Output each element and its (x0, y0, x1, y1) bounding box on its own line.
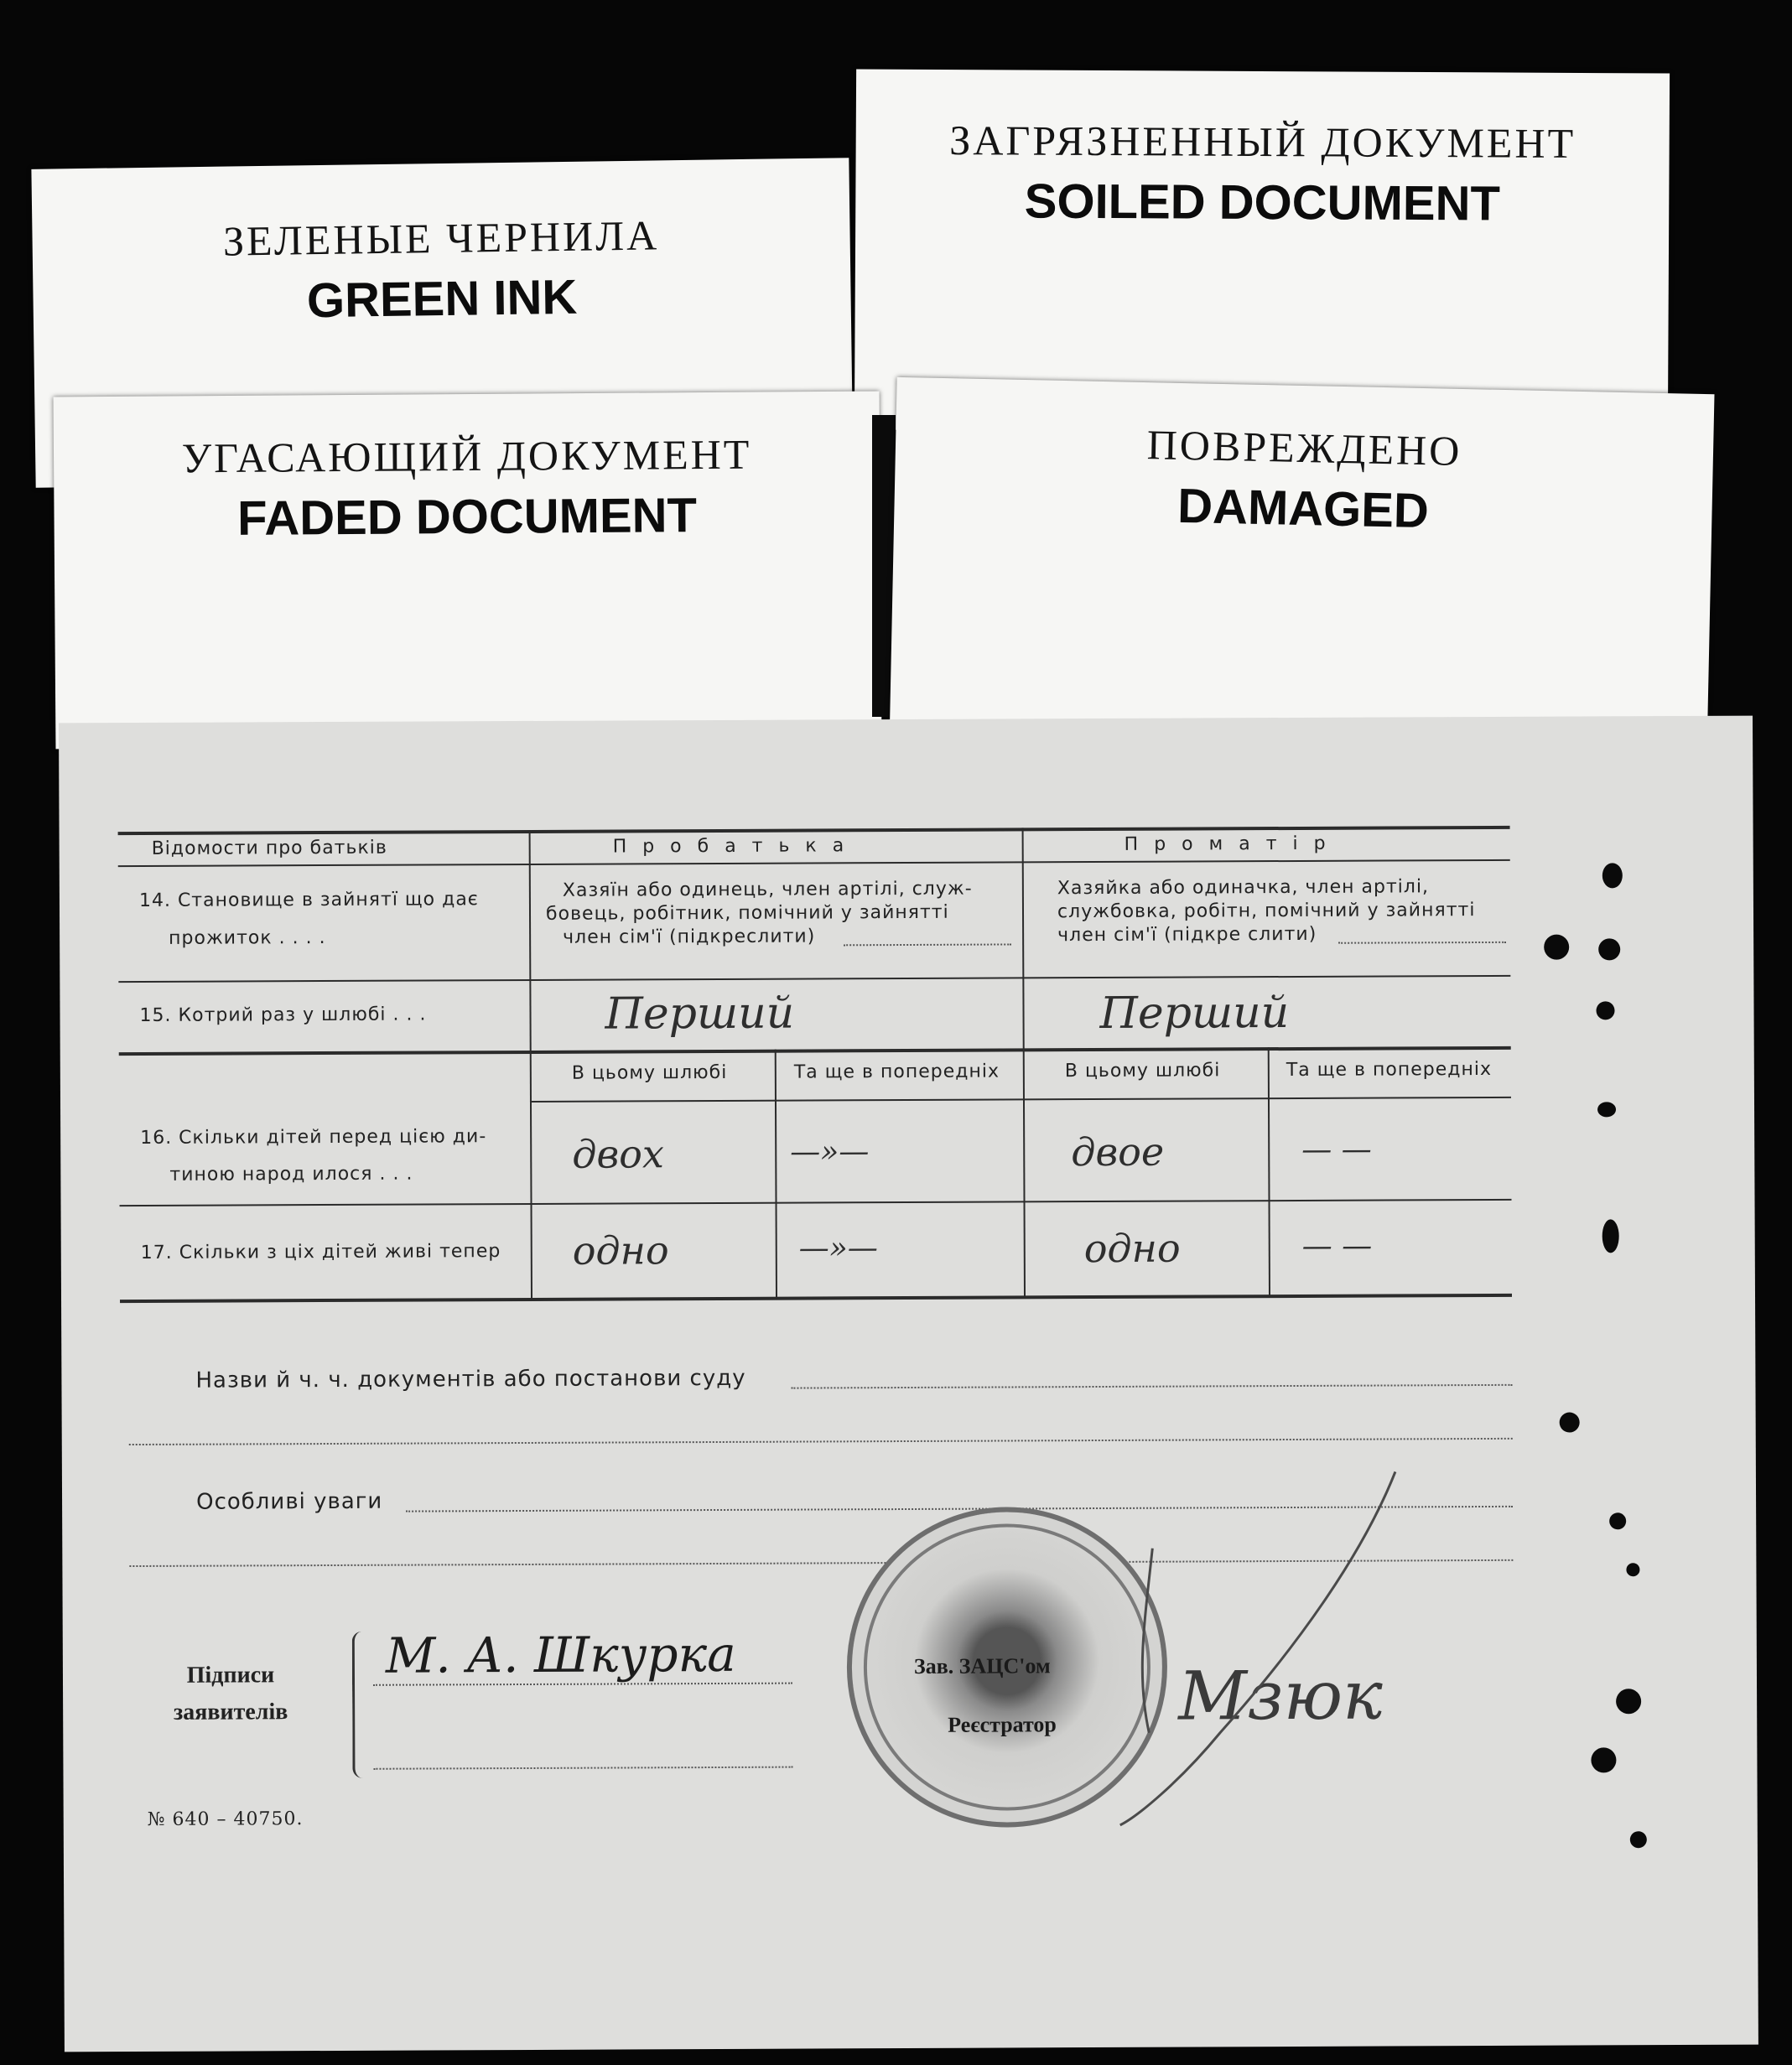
subheader-this-marriage-father: В цьому шлюбі (571, 1061, 728, 1084)
registrar-head-label: Зав. ЗАЦС'ом (913, 1653, 1051, 1678)
punch-hole (1630, 1831, 1647, 1848)
column-divider (529, 830, 532, 1300)
card-title-ru: ЗАГРЯЗНЕННЫЙ ДОКУМЕНТ (949, 117, 1576, 167)
fill-line (129, 1438, 1513, 1445)
header-rule (118, 859, 1510, 867)
header-father: П р о б а т ь к а (612, 835, 849, 858)
signers-label-line2: заявителів (173, 1699, 288, 1725)
row16-label-cont: тиною народ илося . . . (169, 1163, 413, 1186)
form-number: № 640 – 40750. (147, 1808, 304, 1830)
row14-father-line2: бовець, робітник, помічний у зайнятті (545, 901, 949, 925)
row17-mother-this: одно (1083, 1225, 1181, 1272)
row16-father-prev: —»— (790, 1134, 870, 1170)
punch-hole (1626, 1563, 1639, 1576)
card-title-en: DAMAGED (1176, 478, 1430, 539)
registration-form-sheet (59, 716, 1758, 2052)
subheader-previous-father: Та ще в попередніх (793, 1061, 1000, 1083)
row14-father-line1: Хазяїн або одинець, член артілі, служ- (562, 878, 973, 901)
punch-hole (1544, 935, 1569, 960)
fill-line (373, 1767, 792, 1770)
registrar-signature-flourish (1085, 1455, 1464, 1842)
card-title-ru: УГАСАЮЩИЙ ДОКУМЕНТ (181, 430, 752, 482)
row17-father-prev: —»— (798, 1231, 878, 1266)
card-title-en: SOILED DOCUMENT (1024, 174, 1501, 231)
punch-hole (1591, 1747, 1616, 1772)
row14-mother-line1: Хазяйка або одиначка, член артілі, (1057, 876, 1430, 900)
punch-hole (1602, 1219, 1619, 1253)
row17-label: 17. Скільки з ціх дітей живі тепер (140, 1241, 501, 1263)
punch-hole (1596, 1001, 1614, 1020)
header-parents-info: Відомости про батьків (151, 837, 387, 859)
card-title-en: GREEN INK (306, 269, 578, 329)
punch-hole (1616, 1689, 1641, 1714)
row16-mother-this: двое (1071, 1128, 1165, 1175)
row15-label: 15. Котрий раз у шлюбі . . . (139, 1004, 427, 1026)
row14-mother-line2: службовка, робітн, помічний у зайнятті (1057, 900, 1476, 923)
row15-mother-answer: Перший (1099, 988, 1290, 1039)
notes-label: Особливі уваги (196, 1488, 383, 1515)
damaged-card (889, 377, 1714, 763)
header-mother: П р о м а т і р (1124, 833, 1331, 855)
card-title-ru: ЗЕЛЕНЫЕ ЧЕРНИЛА (222, 211, 660, 265)
row15-father-answer: Перший (605, 988, 795, 1040)
card-title-ru: ПОВРЕЖДЕНО (1146, 421, 1462, 475)
punch-hole (1560, 1413, 1580, 1433)
column-divider (1022, 828, 1026, 1297)
punch-hole (1598, 938, 1620, 960)
registrar-signature: Мзюк (1177, 1656, 1384, 1736)
row16-father-this: двох (572, 1131, 664, 1177)
fill-line (1338, 942, 1506, 944)
row16-label: 16. Скільки дітей перед цією ди- (140, 1126, 487, 1149)
fill-line (791, 1384, 1512, 1389)
row-rule (118, 975, 1510, 983)
card-title-en: FADED DOCUMENT (236, 488, 698, 546)
column-divider (1268, 1047, 1270, 1296)
row14-mother-line3: член сім'ї (підкре слити) (1057, 923, 1317, 947)
row-rule (119, 1046, 1511, 1056)
punch-hole (1609, 1512, 1626, 1529)
row14-father-line3: член сім'ї (підкреслити) (563, 926, 816, 948)
column-divider (775, 1050, 777, 1299)
applicant-signature: М. А. Шкурка (385, 1625, 736, 1684)
row-rule (120, 1199, 1512, 1206)
row14-label-cont: прожиток . . . . (169, 927, 326, 949)
fill-line (844, 943, 1011, 946)
row17-mother-prev: — — (1301, 1228, 1373, 1263)
table-bottom-rule (120, 1294, 1512, 1303)
documents-label: Назви й ч. ч. документів або постанови суду (195, 1365, 746, 1393)
subheader-this-marriage-mother: В цьому шлюбі (1064, 1060, 1221, 1082)
signers-label-line1: Підписи (186, 1662, 275, 1689)
subheader-previous-mother: Та ще в попередніх (1286, 1058, 1493, 1082)
row17-father-this: одно (572, 1227, 669, 1274)
row16-mother-prev: — — (1301, 1132, 1372, 1167)
subheader-rule (530, 1097, 1511, 1103)
registrar-label: Реєстратор (948, 1712, 1057, 1737)
faded-document-card (54, 392, 882, 750)
signers-label (155, 1657, 306, 1731)
punch-hole (1597, 1102, 1616, 1117)
signers-brace (352, 1632, 369, 1778)
punch-hole (1602, 863, 1623, 888)
row14-label: 14. Становище в зайнятї що дає (138, 889, 479, 911)
